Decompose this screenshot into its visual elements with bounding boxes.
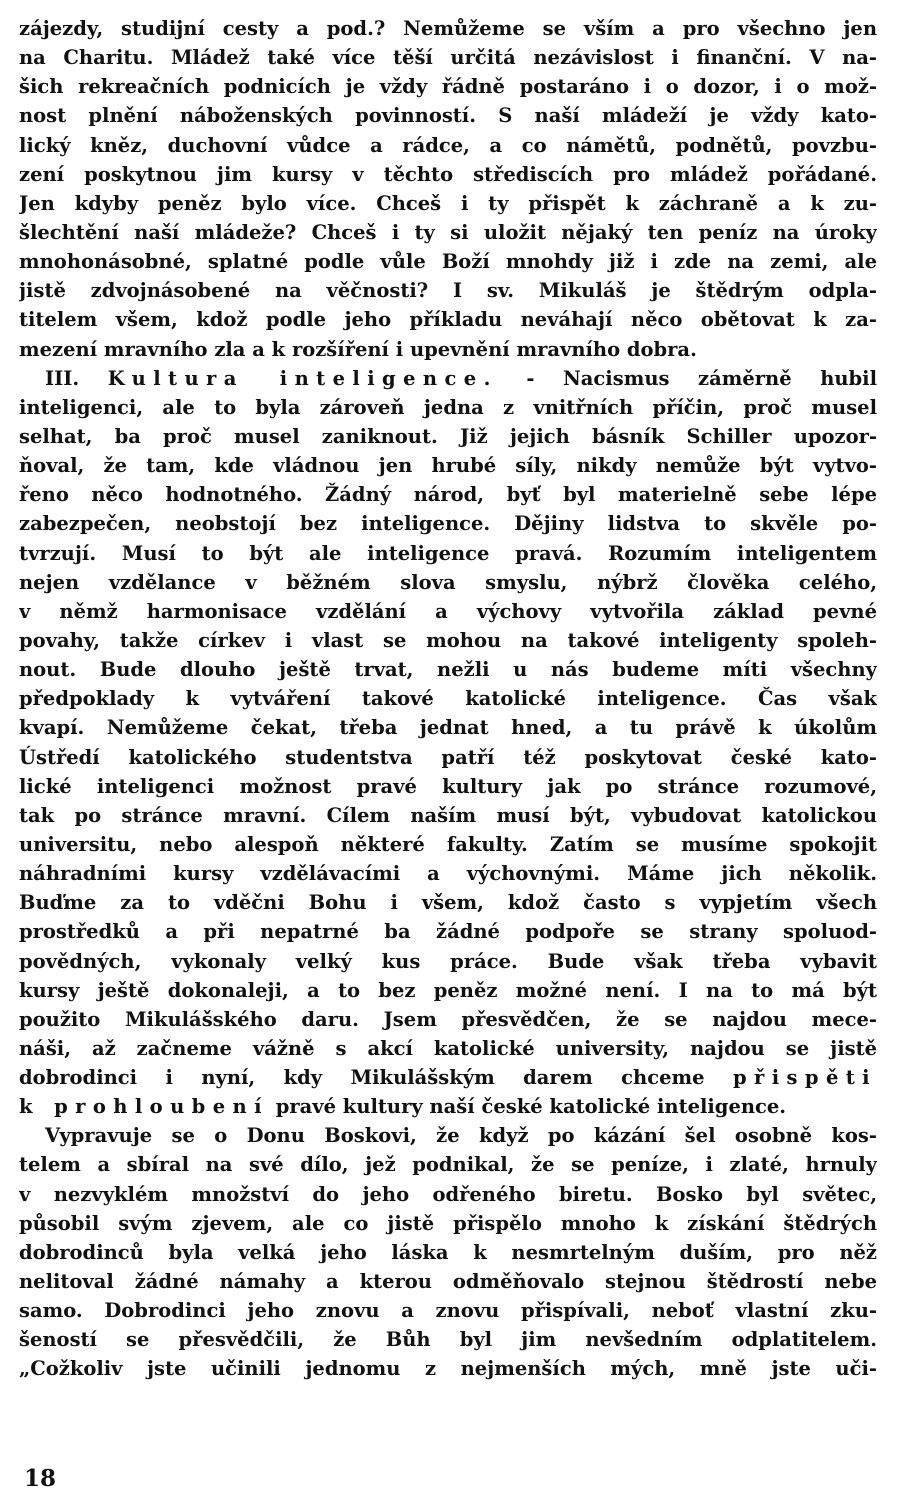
text-line [19, 1063, 877, 1092]
text-line: universitu, nebo alespoň některé fakulty. Zatím se musíme spokojit [19, 832, 877, 856]
emphasized-word: přispěti [732, 1066, 877, 1090]
section-heading-line [19, 364, 877, 393]
text-line: šich rekreačních podnicích je vždy řádně postaráno i o dozor, i o mož- [19, 75, 877, 99]
text-line: selhat, ba proč musel zaniknout. Již jejich básník Schiller upozor- [19, 424, 877, 448]
text-line: Vypravuje se o Donu Boskovi, že když po kázání šel osobně kos- [45, 1124, 877, 1148]
text-line: nout. Bude dlouho ještě trvat, nežli u nás budeme míti všechny [19, 658, 877, 682]
body-text [19, 14, 877, 1384]
text-line: Ústředí katolického studentstva patří též poskytovat české kato- [19, 745, 877, 769]
text-line: samo. Dobrodinci jeho znovu a znovu přispívali, neboť vlastní zku- [19, 1299, 877, 1323]
text-line: kursy ještě dokonaleji, a to bez peněz možné není. I na to má být [19, 978, 877, 1002]
text-line: Buďme za to vděčni Bohu i všem, kdož často s vypjetím všech [19, 891, 877, 915]
text-line: nelitoval žádné námahy a kterou odměňovalo stejnou štědrostí nebe [19, 1270, 877, 1294]
text-line: lické inteligenci možnost pravé kultury jak po stránce rozumové, [19, 774, 877, 798]
text-line: šlechtění naší mládeže? Chceš i ty si uložit nějaký ten peníz na úroky [19, 220, 877, 244]
text-line: telem a sbíral na své dílo, jež podnikal, že se peníze, i zlaté, hrnuly [19, 1153, 877, 1177]
text-line: zájezdy, studijní cesty a pod.? Nemůžeme se vším a pro všechno jen [19, 17, 877, 40]
text-line: povědných, vykonaly velký kus práce. Bude však třeba vybavit [19, 949, 877, 973]
text-line: povahy, takže církev i vlast se mohou na takové inteligenty spoleh- [19, 628, 877, 652]
section-number: III. [45, 366, 108, 390]
text-line: ňoval, že tam, kde vládnou jen hrubé síly, nikdy nemůže být vytvo- [19, 454, 877, 478]
text-line [19, 1092, 877, 1121]
text-line: v nezvyklém množství do jeho odřeného biretu. Bosko byl světec, [19, 1182, 877, 1206]
text-line: použito Mikulášského daru. Jsem přesvědčen, že se najdou mece- [19, 1007, 877, 1031]
text-fragment: - Nacismus záměrně hubil [497, 366, 877, 390]
text-line: tak po stránce mravní. Cílem naším musí být, vybudovat katolickou [19, 803, 877, 827]
text-line: inteligenci, ale to byla zároveň jedna z vnitřních příčin, proč musel [19, 395, 877, 419]
text-line: na Charitu. Mládež také více těší určitá nezávislost i finanční. V na- [19, 46, 877, 70]
page-number: 18 [24, 1465, 57, 1492]
text-line: náhradními kursy vzdělávacími a výchovnými. Máme jich několik. [19, 862, 877, 886]
text-line: lický kněz, duchovní vůdce a rádce, a co námětů, podnětů, povzbu- [19, 133, 877, 157]
text-line: prostředků a při nepatrné ba žádné podpoře se strany spoluod- [19, 920, 877, 944]
text-line: „Cožkoliv jste učinili jednomu z nejmenších mých, mně jste uči- [19, 1357, 877, 1381]
text-line: předpoklady k vytváření takové katolické inteligence. Čas však [19, 687, 877, 711]
text-line: v němž harmonisace vzdělání a výchovy vytvořila základ pevné [19, 599, 877, 623]
text-line: šeností se přesvědčili, že Bůh byl jim nevšedním odplatitelem. [19, 1328, 877, 1352]
text-line: dobrodinců byla velká jeho láska k nesmrtelným duším, pro něž [19, 1240, 877, 1264]
text-fragment: dobrodinci i nyní, kdy Mikulášským darem chceme [19, 1066, 733, 1090]
text-fragment: pravé kultury naší české katolické inteligence. [268, 1095, 787, 1119]
text-line: působil svým zjevem, ale co jistě přispělo mnoho k získání štědrých [19, 1211, 877, 1235]
text-line: nejen vzdělance v běžném slova smyslu, nýbrž člověka celého, [19, 570, 877, 594]
text-line: mnohonásobné, splatné podle vůle Boží mnohdy již i zde na zemi, ale [19, 250, 877, 274]
text-line: kvapí. Nemůžeme čekat, třeba jednat hned, a tu právě k úkolům [19, 716, 877, 740]
text-line: zabezpečen, neobstojí bez inteligence. Dějiny lidstva to skvěle po- [19, 512, 877, 536]
text-line: titelem všem, kdož podle jeho příkladu neváhají něco obětovat k za- [19, 308, 877, 332]
text-line: jistě zdvojnásobené na věčnosti? I sv. Mikuláš je štědrým odpla- [19, 279, 877, 303]
text-line: tvrzují. Musí to být ale inteligence pravá. Rozumím inteligentem [19, 541, 877, 565]
text-line: zení poskytnou jim kursy v těchto střediscích pro mládež pořádané. [19, 162, 877, 186]
text-line: Jen kdyby peněz bylo více. Chceš i ty přispět k záchraně a k zu- [19, 191, 877, 215]
text-line: náši, až začneme vážně s akcí katolické university, najdou se jistě [19, 1036, 877, 1060]
section-title: Kultura inteligence. [107, 366, 498, 390]
emphasized-phrase: k prohloubení [19, 1095, 269, 1119]
text-line: nost plnění náboženských povinností. S naší mládeží je vždy kato- [19, 104, 877, 128]
text-line: mezení mravního zla a k rozšíření i upevnění mravního dobra. [19, 337, 697, 361]
text-line: řeno něco hodnotného. Žádný národ, byť byl materielně sebe lépe [19, 483, 877, 507]
